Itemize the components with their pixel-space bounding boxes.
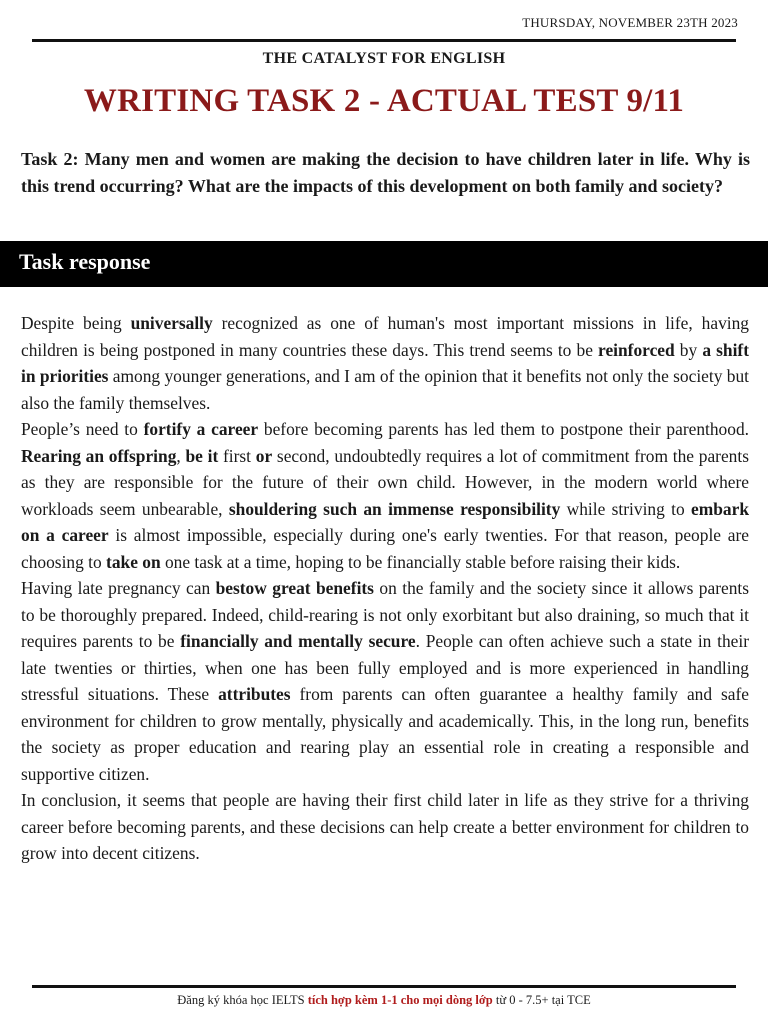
keyword: fortify a career	[143, 419, 259, 439]
text-run: one task at a time, hoping to be financially stable before raising their kids.	[160, 551, 681, 572]
keyword: a shift in priorities	[21, 339, 749, 386]
keyword: be it	[185, 445, 219, 466]
footer-promo	[0, 993, 768, 1008]
brand-name: THE CATALYST FOR ENGLISH	[262, 50, 506, 67]
essay-paragraph-conclusion	[21, 787, 749, 867]
essay-paragraph-body-1	[21, 416, 749, 575]
footer-highlight: tích hợp kèm 1-1 cho mọi dòng lớp	[307, 993, 493, 1007]
keyword: reinforced	[598, 339, 675, 360]
footer-text: từ 0 - 7.5+ tại TCE	[492, 993, 591, 1007]
text-run: second, undoubtedly requires a lot of commitment from the parents as they are responsible for the future of their own child. However, in the modern world where workloads seem unbearable,	[21, 445, 749, 519]
section-header-band	[0, 241, 768, 287]
footer-text: Đăng ký khóa học IELTS	[177, 993, 308, 1007]
date-label: THURSDAY, NOVEMBER 23TH 2023	[522, 15, 738, 30]
task-prompt: Task 2: Many men and women are making the decision to have children later in life. Why is this trend occurring? What are the impacts of this development on both family and society?	[21, 149, 750, 196]
text-run: ,	[176, 445, 186, 466]
text-run: is almost impossible, especially during one's early twenties. For that reason, people are choosing to	[21, 525, 749, 572]
keyword: universally	[130, 313, 213, 333]
text-run: . People can often achieve such a state in their late twenties or thirties, when one has been fully employed and is more experienced in handling stressful situations. These	[21, 631, 750, 704]
text-run: Despite being	[21, 313, 131, 333]
keyword: take on	[106, 551, 161, 572]
text-run: first	[218, 445, 256, 466]
text-run: before becoming parents has led them to postpone their parenthood.	[258, 419, 749, 439]
keyword: or	[255, 445, 273, 466]
header-rule	[32, 39, 736, 42]
essay-paragraph-intro	[21, 310, 749, 416]
essay-body	[21, 310, 749, 867]
text-run: among younger generations, and I am of the opinion that it benefits not only the society but also the family themselves.	[21, 366, 749, 413]
keyword: financially and mentally secure	[180, 631, 416, 651]
essay-paragraph-body-2	[21, 575, 749, 787]
text-run: from parents can often guarantee a healthy family and safe environment for children to grow mentally, physically and academically. This, in the long run, benefits the society as proper education and rearing play an essential role in creating a responsible and supportive citizen.	[21, 684, 750, 784]
footer-rule	[32, 985, 736, 988]
keyword: shouldering such an immense responsibility	[228, 498, 561, 519]
text-run: while striving to	[560, 498, 692, 519]
text-run: by	[674, 339, 703, 360]
page-title: WRITING TASK 2 - ACTUAL TEST 9/11	[83, 83, 685, 119]
section-label: Task response	[19, 249, 151, 274]
keyword: embark on a career	[21, 498, 749, 545]
keyword: Rearing an offspring	[21, 445, 177, 466]
text-run: on the family and the society since it allows parents to be thoroughly prepared. Indeed, child-rearing is not only exorbitant but also draining, so much that it requires parents to be	[21, 578, 749, 651]
text-run: recognized as one of human's most important missions in life, having children is being postponed in many countries these days. This trend seems to be	[21, 313, 749, 360]
keyword: bestow great benefits	[215, 578, 374, 598]
text-run: In conclusion, it seems that people are having their first child later in life as they strive for a thriving career before becoming parents, and these decisions can help create a better environment for children to grow into decent citizens.	[21, 790, 749, 863]
keyword: attributes	[218, 684, 291, 704]
text-run: Having late pregnancy can	[21, 578, 216, 598]
text-run: People’s need to	[21, 419, 144, 439]
